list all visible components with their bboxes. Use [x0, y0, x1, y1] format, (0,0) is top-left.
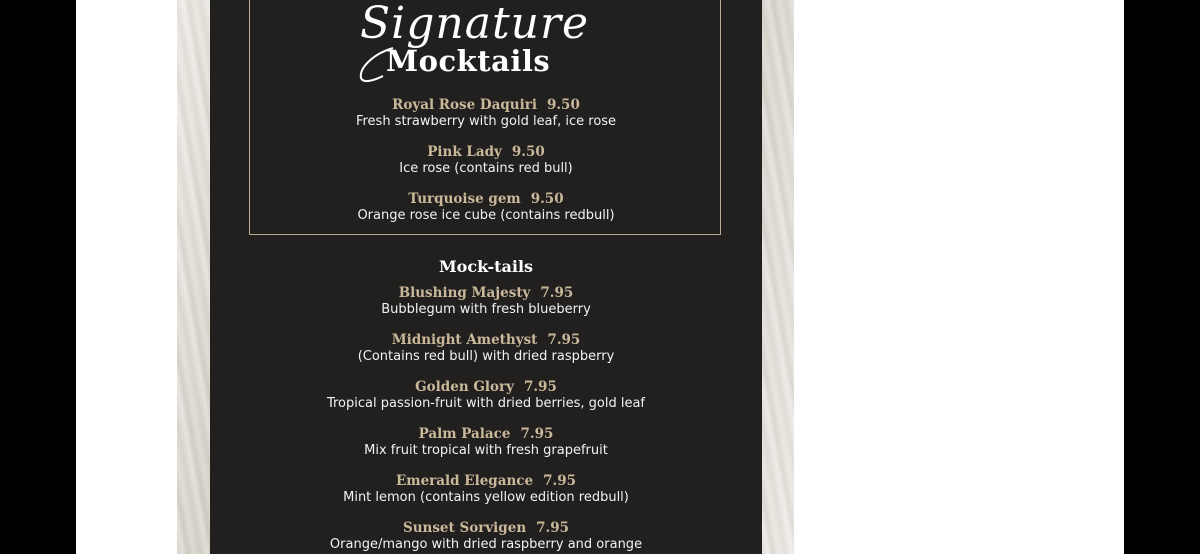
item-name-line — [210, 332, 762, 349]
item-name: Royal Rose Daquiri — [392, 97, 537, 113]
menu-item — [210, 426, 762, 459]
item-name: Turquoise gem — [408, 191, 521, 207]
section-title: Mock-tails — [438, 257, 534, 276]
item-price: 7.95 — [547, 332, 581, 348]
item-description: Fresh strawberry with gold leaf, ice rose — [355, 114, 617, 129]
menu-item — [210, 144, 762, 177]
menu-item — [210, 473, 762, 506]
item-name: Blushing Majesty — [398, 285, 531, 301]
item-price: 9.50 — [530, 191, 564, 207]
item-name-line — [210, 191, 762, 208]
item-name: Pink Lady — [427, 144, 502, 160]
signature-title: Mocktails — [386, 44, 551, 78]
menu-item — [210, 332, 762, 365]
item-description: Mix fruit tropical with fresh grapefruit — [364, 443, 608, 458]
menu-item — [210, 520, 762, 553]
item-name: Sunset Sorvigen — [402, 520, 527, 536]
item-price: 9.50 — [546, 97, 580, 113]
item-description: Ice rose (contains red bull) — [399, 161, 573, 176]
item-price: 7.95 — [536, 520, 570, 536]
item-description: (Contains red bull) with dried raspberry — [357, 349, 615, 364]
menu-card — [210, 0, 762, 554]
menu-item — [210, 191, 762, 224]
item-name-line — [210, 97, 762, 114]
item-description: Bubblegum with fresh blueberry — [381, 302, 591, 317]
item-description: Orange/mango with dried raspberry and orange — [329, 537, 643, 552]
item-price: 7.95 — [520, 426, 554, 442]
item-name: Golden Glory — [415, 379, 514, 395]
menu-item — [210, 379, 762, 412]
item-description: Orange rose ice cube (contains redbull) — [357, 208, 615, 223]
signature-script-title: Signature — [360, 0, 590, 49]
item-price: 7.95 — [540, 285, 574, 301]
item-name-line — [210, 379, 762, 396]
item-name: Midnight Amethyst — [391, 332, 538, 348]
item-name-line — [210, 285, 762, 302]
item-price: 7.95 — [523, 379, 557, 395]
item-name: Palm Palace — [418, 426, 511, 442]
item-price: 7.95 — [543, 473, 576, 489]
item-name-line — [210, 144, 762, 161]
item-name: Emerald Elegance — [396, 473, 534, 489]
item-name-line — [210, 426, 762, 443]
item-description: Tropical passion-fruit with dried berries, gold leaf — [326, 396, 646, 411]
menu-item — [210, 285, 762, 318]
item-description: Mint lemon (contains yellow edition redbull) — [343, 490, 629, 505]
item-price: 9.50 — [511, 144, 545, 160]
menu-item — [210, 97, 762, 130]
item-name-line — [210, 520, 762, 537]
item-name-line — [210, 473, 762, 490]
